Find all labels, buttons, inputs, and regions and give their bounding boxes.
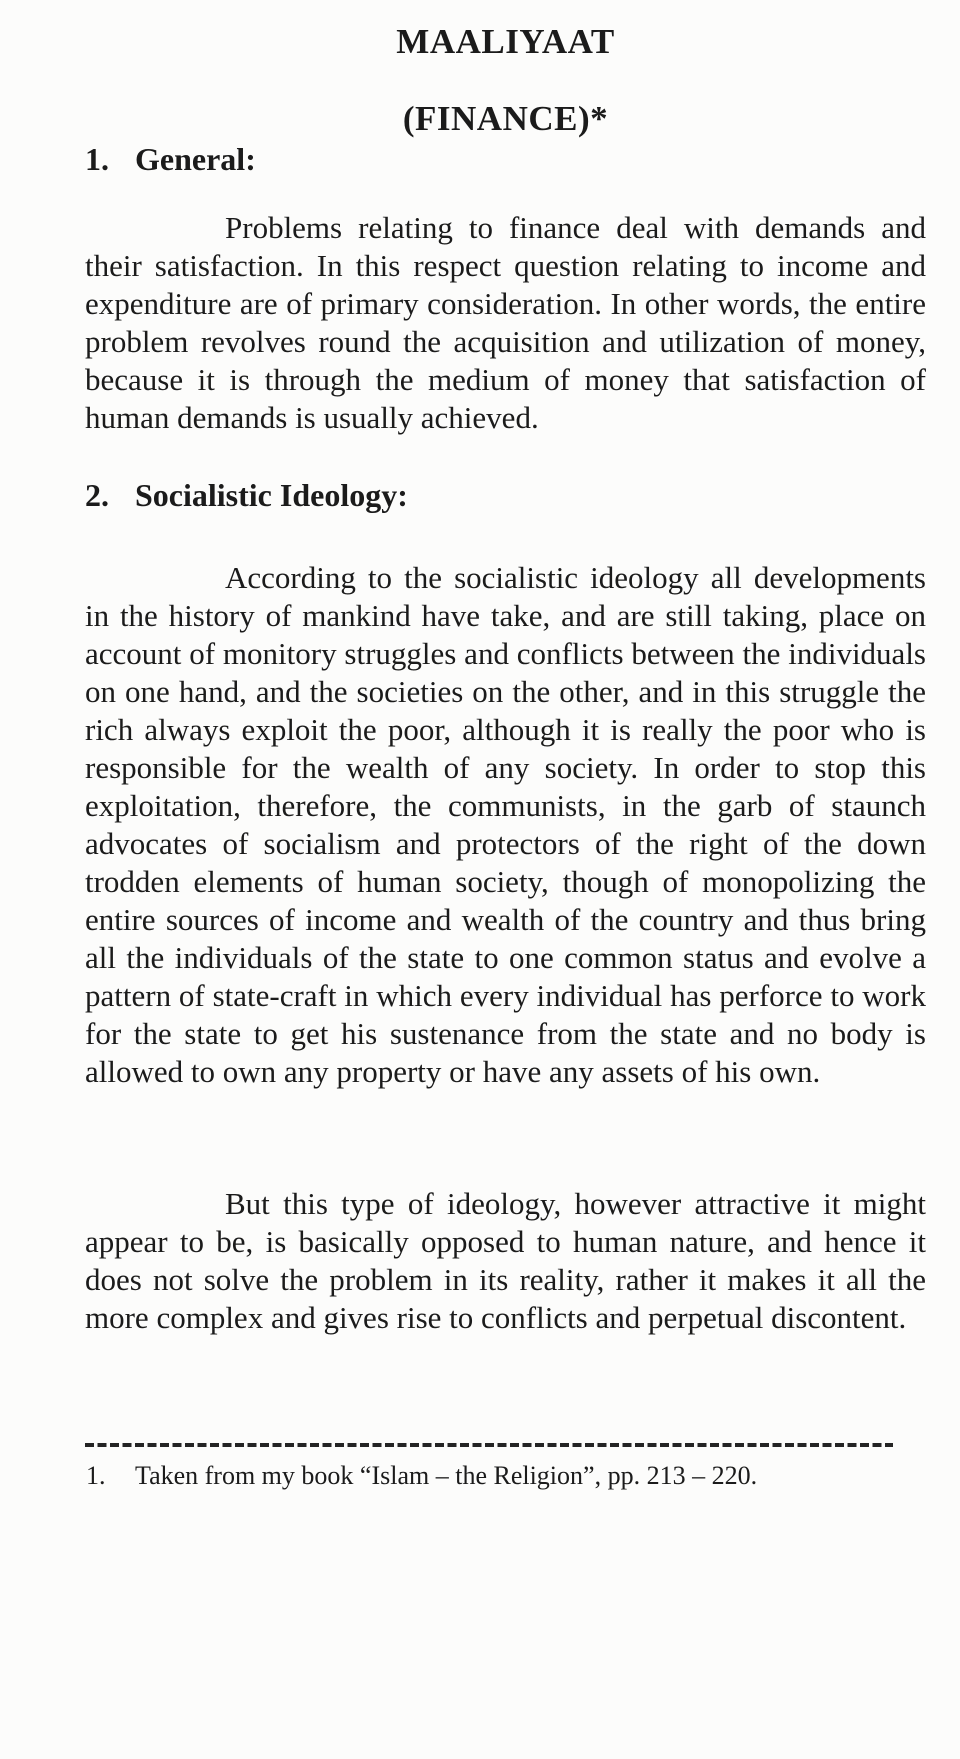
- section-2-heading: [85, 477, 408, 514]
- page-title: MAALIYAAT: [396, 22, 615, 61]
- section-1-heading: [85, 141, 256, 178]
- footnote-text: Taken from my book “Islam – the Religion”, pp. 213 – 220.: [135, 1461, 758, 1490]
- section-1-number: 1.: [85, 141, 109, 177]
- section-1-title: General:: [135, 141, 256, 177]
- page-subtitle: (FINANCE)*: [402, 99, 609, 138]
- section-2-paragraph-1: According to the socialistic ideology all developments in the history of mankind have take, and are still taking, place on account of monitory struggles and conflicts between the individuals on one hand, and the societies on the other, and in this struggle the rich always exploit the poor, although it is really the poor who is responsible for the wealth of any society. In order to stop this exploitation, therefore, the communists, in the garb of staunch advocates of socialism and protectors of the right of the down trodden elements of human society, though of monopolizing the entire sources of income and wealth of the country and thus bring all the individuals of the state to one common status and evolve a pattern of state-craft in which every individual has perforce to work for the state to get his sustenance from the state and no body is allowed to own any property or have any assets of his own.: [85, 560, 926, 1089]
- section-2-paragraph-2: But this type of ideology, however attractive it might appear to be, is basically opposed to human nature, and hence it does not solve the problem in its reality, rather it makes it all the more complex and gives rise to conflicts and perpetual discontent.: [85, 1186, 926, 1335]
- footnote-divider: [85, 1443, 893, 1447]
- section-1-paragraph-1: Problems relating to finance deal with demands and their satisfaction. In this respect question relating to income and expenditure are of primary consideration. In other words, the entire problem revolves round the acquisition and utilization of money, because it is through the medium of money that satisfaction of human demands is usually achieved.: [85, 210, 926, 435]
- footnote: [86, 1460, 757, 1492]
- section-2-title: Socialistic Ideology:: [135, 477, 408, 513]
- section-2-number: 2.: [85, 477, 109, 513]
- footnote-number: 1.: [86, 1461, 106, 1490]
